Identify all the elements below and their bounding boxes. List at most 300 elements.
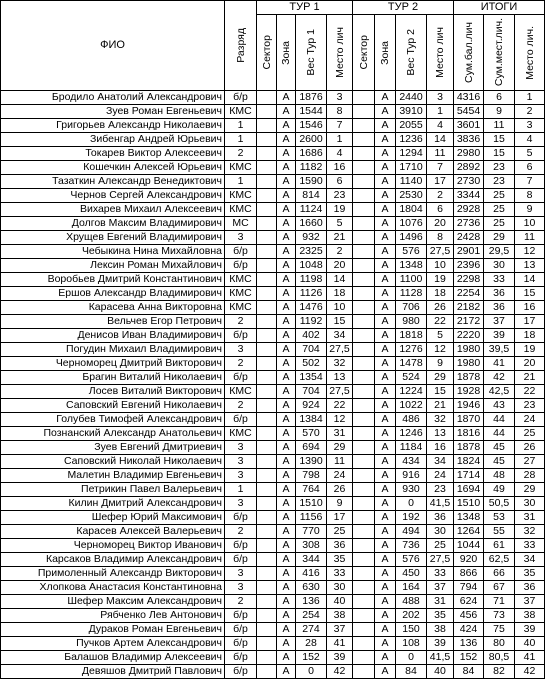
cell-zona-1: А	[277, 371, 296, 385]
cell-sum-mest-lich: 45	[484, 441, 515, 455]
cell-mesto-lich-itog: 27	[515, 455, 545, 469]
cell-ves-tur2: 524	[396, 371, 427, 385]
cell-mesto-lich-1: 22	[327, 399, 353, 413]
cell-fio: Карасев Алексей Валерьевич	[1, 525, 225, 539]
cell-sektor-2	[353, 455, 375, 469]
cell-ves-tur2: 1224	[396, 385, 427, 399]
cell-sektor-2	[353, 539, 375, 553]
cell-sektor-1	[257, 259, 277, 273]
cell-mesto-lich-1: 23	[327, 189, 353, 203]
cell-mesto-lich-1: 8	[327, 105, 353, 119]
table-row	[1, 413, 545, 427]
cell-zona-1: А	[277, 357, 296, 371]
cell-fio: Малетин Владимир Евгеньевич	[1, 469, 225, 483]
cell-sektor-2	[353, 301, 375, 315]
cell-razryad: б/р	[225, 539, 257, 553]
cell-sum-mest-lich: 61	[484, 539, 515, 553]
cell-mesto-lich-2: 30	[427, 525, 454, 539]
cell-mesto-lich-itog: 34	[515, 553, 545, 567]
cell-razryad: б/р	[225, 511, 257, 525]
cell-sektor-1	[257, 105, 277, 119]
cell-ves-tur2: 576	[396, 553, 427, 567]
cell-mesto-lich-1: 7	[327, 119, 353, 133]
cell-ves-tur2: 1348	[396, 259, 427, 273]
table-row	[1, 623, 545, 637]
cell-sum-bal-lich: 2182	[454, 301, 484, 315]
cell-mesto-lich-itog: 42	[515, 665, 545, 679]
cell-sektor-2	[353, 483, 375, 497]
cell-sum-mest-lich: 29,5	[484, 245, 515, 259]
cell-mesto-lich-itog: 20	[515, 357, 545, 371]
cell-zona-2: А	[375, 581, 396, 595]
cell-sum-mest-lich: 29	[484, 231, 515, 245]
cell-sektor-2	[353, 329, 375, 343]
cell-fio: Брагин Виталий Николаевич	[1, 371, 225, 385]
cell-sektor-1	[257, 581, 277, 595]
cell-sektor-1	[257, 399, 277, 413]
cell-mesto-lich-1: 24	[327, 469, 353, 483]
cell-mesto-lich-1: 30	[327, 581, 353, 595]
cell-sektor-1	[257, 511, 277, 525]
cell-sektor-1	[257, 287, 277, 301]
cell-zona-1: А	[277, 651, 296, 665]
cell-ves-tur1: 814	[296, 189, 327, 203]
cell-zona-2: А	[375, 427, 396, 441]
col-header-sektor-1: Сектор	[257, 15, 277, 91]
cell-ves-tur2: 450	[396, 567, 427, 581]
cell-sektor-2	[353, 609, 375, 623]
cell-fio: Чебыкина Нина Михайловна	[1, 245, 225, 259]
cell-sektor-1	[257, 119, 277, 133]
table-row	[1, 315, 545, 329]
cell-razryad: б/р	[225, 665, 257, 679]
cell-sum-mest-lich: 42	[484, 371, 515, 385]
cell-zona-2: А	[375, 343, 396, 357]
cell-fio: Григорьев Александр Николаевич	[1, 119, 225, 133]
col-header-sum-bal-lich: Сум.бал.лич	[454, 15, 484, 91]
cell-sum-mest-lich: 41	[484, 357, 515, 371]
cell-sektor-1	[257, 553, 277, 567]
cell-zona-2: А	[375, 511, 396, 525]
cell-mesto-lich-itog: 3	[515, 119, 545, 133]
cell-zona-2: А	[375, 105, 396, 119]
cell-razryad: 2	[225, 399, 257, 413]
cell-sum-bal-lich: 1824	[454, 455, 484, 469]
cell-fio: Тазаткин Александр Венедиктович	[1, 175, 225, 189]
cell-sum-mest-lich: 9	[484, 105, 515, 119]
cell-sum-mest-lich: 66	[484, 567, 515, 581]
cell-mesto-lich-2: 27,5	[427, 245, 454, 259]
cell-zona-2: А	[375, 147, 396, 161]
table-row	[1, 357, 545, 371]
cell-mesto-lich-2: 4	[427, 119, 454, 133]
cell-mesto-lich-itog: 15	[515, 287, 545, 301]
cell-sektor-2	[353, 553, 375, 567]
cell-sum-mest-lich: 25	[484, 189, 515, 203]
cell-mesto-lich-itog: 4	[515, 133, 545, 147]
cell-zona-1: А	[277, 343, 296, 357]
cell-mesto-lich-1: 40	[327, 595, 353, 609]
cell-sum-mest-lich: 48	[484, 469, 515, 483]
cell-mesto-lich-1: 25	[327, 525, 353, 539]
cell-mesto-lich-2: 2	[427, 189, 454, 203]
cell-mesto-lich-itog: 41	[515, 651, 545, 665]
cell-mesto-lich-2: 10	[427, 259, 454, 273]
cell-sektor-1	[257, 315, 277, 329]
cell-sektor-1	[257, 651, 277, 665]
cell-razryad: 3	[225, 455, 257, 469]
cell-ves-tur2: 434	[396, 455, 427, 469]
cell-sektor-2	[353, 441, 375, 455]
cell-fio: Зуев Евгений Дмитриевич	[1, 441, 225, 455]
cell-sektor-2	[353, 651, 375, 665]
cell-sektor-1	[257, 595, 277, 609]
cell-zona-1: А	[277, 133, 296, 147]
cell-sum-mest-lich: 50,5	[484, 497, 515, 511]
cell-ves-tur2: 1496	[396, 231, 427, 245]
cell-sum-bal-lich: 2220	[454, 329, 484, 343]
cell-sektor-1	[257, 343, 277, 357]
cell-zona-2: А	[375, 567, 396, 581]
cell-mesto-lich-itog: 23	[515, 399, 545, 413]
cell-ves-tur1: 770	[296, 525, 327, 539]
cell-ves-tur1: 152	[296, 651, 327, 665]
cell-razryad: 1	[225, 133, 257, 147]
cell-sektor-2	[353, 385, 375, 399]
cell-mesto-lich-2: 36	[427, 511, 454, 525]
cell-fio: Голубев Тимофей Александрович	[1, 413, 225, 427]
cell-mesto-lich-1: 32	[327, 357, 353, 371]
cell-sum-mest-lich: 36	[484, 301, 515, 315]
cell-sektor-1	[257, 189, 277, 203]
cell-ves-tur1: 1182	[296, 161, 327, 175]
cell-fio: Карсаков Владимир Александрович	[1, 553, 225, 567]
cell-razryad: 2	[225, 595, 257, 609]
cell-mesto-lich-2: 26	[427, 301, 454, 315]
cell-mesto-lich-2: 38	[427, 623, 454, 637]
table-row	[1, 441, 545, 455]
cell-mesto-lich-itog: 32	[515, 525, 545, 539]
cell-sektor-2	[353, 105, 375, 119]
cell-sektor-1	[257, 91, 277, 105]
cell-ves-tur2: 1710	[396, 161, 427, 175]
cell-sum-bal-lich: 3344	[454, 189, 484, 203]
table-row	[1, 455, 545, 469]
cell-mesto-lich-itog: 21	[515, 371, 545, 385]
cell-zona-1: А	[277, 595, 296, 609]
cell-zona-2: А	[375, 189, 396, 203]
cell-mesto-lich-itog: 10	[515, 217, 545, 231]
cell-sum-bal-lich: 2980	[454, 147, 484, 161]
cell-ves-tur2: 150	[396, 623, 427, 637]
cell-zona-2: А	[375, 595, 396, 609]
cell-sum-mest-lich: 45	[484, 455, 515, 469]
cell-mesto-lich-1: 39	[327, 651, 353, 665]
cell-sektor-1	[257, 665, 277, 679]
cell-zona-1: А	[277, 483, 296, 497]
cell-sektor-1	[257, 623, 277, 637]
cell-sektor-2	[353, 413, 375, 427]
cell-razryad: КМС	[225, 287, 257, 301]
cell-mesto-lich-1: 6	[327, 175, 353, 189]
cell-mesto-lich-2: 40	[427, 665, 454, 679]
cell-sum-bal-lich: 2428	[454, 231, 484, 245]
cell-sektor-2	[353, 175, 375, 189]
cell-zona-2: А	[375, 413, 396, 427]
cell-mesto-lich-2: 29	[427, 371, 454, 385]
cell-sum-mest-lich: 25	[484, 203, 515, 217]
cell-sum-mest-lich: 53	[484, 511, 515, 525]
cell-mesto-lich-1: 27,5	[327, 385, 353, 399]
cell-mesto-lich-itog: 40	[515, 637, 545, 651]
cell-fio: Кошечкин Алексей Юрьевич	[1, 161, 225, 175]
cell-sum-bal-lich: 3836	[454, 133, 484, 147]
cell-sum-mest-lich: 37	[484, 315, 515, 329]
cell-razryad: КМС	[225, 273, 257, 287]
cell-zona-2: А	[375, 245, 396, 259]
cell-sum-bal-lich: 1980	[454, 357, 484, 371]
cell-sum-mest-lich: 82	[484, 665, 515, 679]
cell-mesto-lich-2: 41,5	[427, 497, 454, 511]
cell-zona-2: А	[375, 637, 396, 651]
cell-zona-1: А	[277, 469, 296, 483]
cell-sum-bal-lich: 2928	[454, 203, 484, 217]
cell-sektor-2	[353, 273, 375, 287]
cell-sum-bal-lich: 152	[454, 651, 484, 665]
table-header	[1, 1, 545, 91]
cell-sum-mest-lich: 39,5	[484, 343, 515, 357]
group-header-tur1: ТУР 1	[257, 1, 353, 15]
cell-ves-tur1: 1544	[296, 105, 327, 119]
cell-zona-1: А	[277, 511, 296, 525]
cell-sektor-2	[353, 581, 375, 595]
col-header-mesto-lich-1: Место лич	[327, 15, 353, 91]
cell-mesto-lich-2: 22	[427, 315, 454, 329]
cell-mesto-lich-itog: 38	[515, 609, 545, 623]
cell-sum-bal-lich: 1044	[454, 539, 484, 553]
cell-sum-bal-lich: 1870	[454, 413, 484, 427]
cell-sum-mest-lich: 15	[484, 147, 515, 161]
cell-razryad: 2	[225, 357, 257, 371]
cell-mesto-lich-2: 35	[427, 609, 454, 623]
cell-mesto-lich-itog: 26	[515, 441, 545, 455]
cell-sektor-1	[257, 175, 277, 189]
cell-sektor-2	[353, 637, 375, 651]
cell-zona-2: А	[375, 525, 396, 539]
cell-sum-mest-lich: 36	[484, 287, 515, 301]
cell-sum-mest-lich: 6	[484, 91, 515, 105]
cell-ves-tur2: 2530	[396, 189, 427, 203]
cell-mesto-lich-1: 13	[327, 371, 353, 385]
cell-mesto-lich-2: 41,5	[427, 651, 454, 665]
cell-mesto-lich-1: 15	[327, 315, 353, 329]
cell-sum-mest-lich: 75	[484, 623, 515, 637]
cell-mesto-lich-1: 5	[327, 217, 353, 231]
table-row	[1, 525, 545, 539]
cell-ves-tur2: 1818	[396, 329, 427, 343]
cell-ves-tur1: 694	[296, 441, 327, 455]
cell-ves-tur2: 1140	[396, 175, 427, 189]
cell-ves-tur1: 570	[296, 427, 327, 441]
cell-sum-bal-lich: 1946	[454, 399, 484, 413]
cell-zona-1: А	[277, 665, 296, 679]
cell-ves-tur1: 1686	[296, 147, 327, 161]
cell-sektor-1	[257, 567, 277, 581]
cell-zona-1: А	[277, 455, 296, 469]
cell-mesto-lich-1: 10	[327, 301, 353, 315]
cell-zona-1: А	[277, 147, 296, 161]
cell-ves-tur2: 706	[396, 301, 427, 315]
cell-ves-tur2: 108	[396, 637, 427, 651]
cell-ves-tur2: 736	[396, 539, 427, 553]
cell-fio: Петрикин Павел Валерьевич	[1, 483, 225, 497]
cell-sektor-2	[353, 245, 375, 259]
cell-ves-tur1: 1126	[296, 287, 327, 301]
cell-mesto-lich-1: 35	[327, 553, 353, 567]
cell-mesto-lich-1: 42	[327, 665, 353, 679]
cell-fio: Зуев Роман Евгеньевич	[1, 105, 225, 119]
cell-mesto-lich-2: 12	[427, 343, 454, 357]
cell-razryad: КМС	[225, 385, 257, 399]
table-row	[1, 399, 545, 413]
cell-zona-1: А	[277, 175, 296, 189]
cell-fio: Черноморец Виктор Иванович	[1, 539, 225, 553]
cell-ves-tur2: 916	[396, 469, 427, 483]
cell-mesto-lich-2: 27,5	[427, 553, 454, 567]
cell-fio: Килин Дмитрий Александрович	[1, 497, 225, 511]
cell-mesto-lich-2: 34	[427, 455, 454, 469]
cell-razryad: 3	[225, 343, 257, 357]
table-row	[1, 259, 545, 273]
cell-mesto-lich-1: 33	[327, 567, 353, 581]
cell-sum-bal-lich: 866	[454, 567, 484, 581]
cell-zona-2: А	[375, 399, 396, 413]
cell-razryad: КМС	[225, 301, 257, 315]
cell-razryad: 3	[225, 497, 257, 511]
cell-razryad: КМС	[225, 189, 257, 203]
cell-mesto-lich-2: 9	[427, 357, 454, 371]
cell-sektor-1	[257, 497, 277, 511]
cell-sum-mest-lich: 30	[484, 259, 515, 273]
cell-fio: Балашов Владимир Алексеевич	[1, 651, 225, 665]
cell-mesto-lich-2: 32	[427, 413, 454, 427]
cell-razryad: КМС	[225, 427, 257, 441]
cell-sum-bal-lich: 4316	[454, 91, 484, 105]
cell-mesto-lich-itog: 12	[515, 245, 545, 259]
cell-ves-tur1: 1390	[296, 455, 327, 469]
cell-mesto-lich-itog: 22	[515, 385, 545, 399]
cell-sum-mest-lich: 11	[484, 119, 515, 133]
table-row	[1, 301, 545, 315]
table-row	[1, 371, 545, 385]
cell-zona-1: А	[277, 273, 296, 287]
cell-sektor-2	[353, 91, 375, 105]
cell-zona-1: А	[277, 287, 296, 301]
cell-sum-bal-lich: 84	[454, 665, 484, 679]
col-header-mesto-lich-itog: Место лич.	[515, 15, 545, 91]
table-row	[1, 231, 545, 245]
table-row	[1, 581, 545, 595]
cell-mesto-lich-1: 29	[327, 441, 353, 455]
cell-ves-tur1: 630	[296, 581, 327, 595]
cell-sum-mest-lich: 80	[484, 637, 515, 651]
cell-ves-tur1: 1510	[296, 497, 327, 511]
cell-mesto-lich-2: 33	[427, 567, 454, 581]
cell-sum-mest-lich: 43	[484, 399, 515, 413]
cell-mesto-lich-2: 1	[427, 105, 454, 119]
cell-sum-mest-lich: 42,5	[484, 385, 515, 399]
cell-fio: Лексин Роман Михайлович	[1, 259, 225, 273]
cell-mesto-lich-1: 16	[327, 161, 353, 175]
cell-sum-mest-lich: 25	[484, 217, 515, 231]
cell-mesto-lich-itog: 31	[515, 511, 545, 525]
cell-sektor-1	[257, 329, 277, 343]
cell-ves-tur2: 576	[396, 245, 427, 259]
cell-ves-tur2: 1128	[396, 287, 427, 301]
cell-ves-tur2: 1804	[396, 203, 427, 217]
cell-sektor-1	[257, 203, 277, 217]
cell-ves-tur2: 192	[396, 511, 427, 525]
cell-mesto-lich-itog: 30	[515, 497, 545, 511]
cell-razryad: КМС	[225, 105, 257, 119]
cell-sum-bal-lich: 2901	[454, 245, 484, 259]
cell-sum-bal-lich: 5454	[454, 105, 484, 119]
cell-zona-1: А	[277, 301, 296, 315]
cell-sum-bal-lich: 2736	[454, 217, 484, 231]
table-row	[1, 343, 545, 357]
cell-ves-tur1: 1354	[296, 371, 327, 385]
cell-ves-tur1: 924	[296, 399, 327, 413]
group-header-tur2: ТУР 2	[353, 1, 454, 15]
cell-sektor-1	[257, 539, 277, 553]
cell-ves-tur1: 1048	[296, 259, 327, 273]
cell-zona-1: А	[277, 413, 296, 427]
cell-mesto-lich-2: 3	[427, 91, 454, 105]
cell-sum-mest-lich: 73	[484, 609, 515, 623]
cell-sum-bal-lich: 2172	[454, 315, 484, 329]
cell-zona-1: А	[277, 161, 296, 175]
table-body	[1, 91, 545, 679]
cell-razryad: 1	[225, 119, 257, 133]
cell-mesto-lich-1: 31	[327, 427, 353, 441]
cell-zona-2: А	[375, 119, 396, 133]
cell-zona-2: А	[375, 553, 396, 567]
cell-mesto-lich-1: 4	[327, 147, 353, 161]
table-row	[1, 175, 545, 189]
cell-ves-tur1: 1876	[296, 91, 327, 105]
cell-mesto-lich-itog: 25	[515, 427, 545, 441]
cell-zona-2: А	[375, 371, 396, 385]
cell-fio: Денисов Иван Владимирович	[1, 329, 225, 343]
cell-sektor-2	[353, 217, 375, 231]
cell-sum-bal-lich: 456	[454, 609, 484, 623]
table-row	[1, 189, 545, 203]
cell-zona-1: А	[277, 231, 296, 245]
table-row	[1, 161, 545, 175]
cell-fio: Лосев Виталий Викторович	[1, 385, 225, 399]
cell-razryad: 1	[225, 483, 257, 497]
table-row	[1, 329, 545, 343]
col-header-sektor-2: Сектор	[353, 15, 375, 91]
cell-razryad: 3	[225, 469, 257, 483]
cell-fio: Хлопкова Анастасия Константиновна	[1, 581, 225, 595]
cell-mesto-lich-itog: 37	[515, 595, 545, 609]
cell-razryad: 2	[225, 525, 257, 539]
col-header-ves-tur1: Вес Тур 1	[296, 15, 327, 91]
cell-sum-mest-lich: 33	[484, 273, 515, 287]
cell-zona-2: А	[375, 329, 396, 343]
cell-zona-2: А	[375, 259, 396, 273]
